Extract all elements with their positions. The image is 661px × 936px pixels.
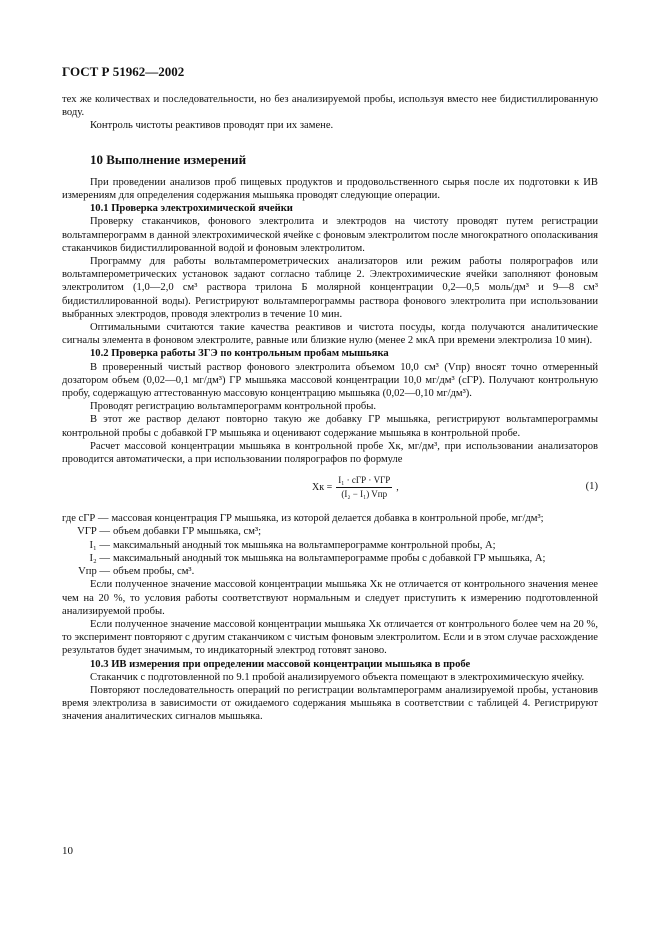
definition-text: массовая концентрация ГР мышьяка, из которой делается добавка в контрольной пробе, мг/дм³; <box>111 513 544 525</box>
formula-1 <box>62 472 598 506</box>
paragraph: Если полученное значение массовой концентрации мышьяка Xк не отличается от контрольного значения менее чем на 20 %, то условия работы соответствуют нормальным и следует приступить к измерению подготовленной анализируемой пробы. <box>62 579 598 617</box>
standard-header: ГОСТ Р 51962—2002 <box>62 64 185 79</box>
paragraph: Проводят регистрацию вольтамперограмм контрольной пробы. <box>90 401 377 413</box>
definition-item <box>62 565 598 578</box>
page-number: 10 <box>62 845 73 857</box>
paragraph: Расчет массовой концентрации мышьяка в контрольной пробе Xк, мг/дм³, при использовании анализаторов проводится автоматически, а при использовании полярографов по формуле <box>62 440 598 466</box>
paragraph: тех же количествах и последовательности, но без анализируемой пробы, используя вместо нее бидистиллированную воду. <box>62 94 598 119</box>
definition-symbol: I₁ — <box>89 539 110 551</box>
paragraph: Если полученное значение массовой концентрации мышьяка Xк отличается от контрольного более чем на 20 %, то эксперимент повторяют с другим стаканчиком с чистым фоновым электролитом. Если и в этом случае расхождение результатов будет значимым, то индикаторный электрод готовят заново. <box>62 618 598 657</box>
section-heading-10: 10 Выполнение измерений <box>90 151 247 167</box>
paragraph: В проверенный чистый раствор фонового электролита объемом 10,0 см³ (Vпр) вносят точно отмеренный дозатором объем (0,02—0,1 мг/дм³) ГР мышьяка массовой концентрации 10,0 мг/дм³ (cГР). Получают контрольную пробу, содержащую аттестованную массовую концентрацию мышьяка (0,02—0,10 мг/дм³). <box>62 361 598 400</box>
definition-symbol: VГР — <box>77 526 110 538</box>
formula-lhs: Xк = <box>312 482 333 494</box>
formula-fraction <box>336 474 392 501</box>
definition-text: максимальный анодный ток мышьяка на вольтамперограмме контрольной пробы, А; <box>113 539 496 551</box>
paragraph: Оптимальными считаются такие качества реактивов и чистота посуды, когда получаются аналитические сигналы элемента в фоновом электролите, равные или близкие нулю (менее 2 мкА при времени электролиза 10 мин). <box>62 322 598 347</box>
paragraph: При проведении анализов проб пищевых продуктов и продовольственного сырья после их подготовки к ИВ измерениям для определения содержания мышьяка проводят следующие операции. <box>62 176 598 202</box>
subsection-heading-10-3: 10.3 ИВ измерения при определении массовой концентрации мышьяка в пробе <box>90 658 471 670</box>
definition-item <box>62 512 598 525</box>
definition-symbol: где cГР — <box>62 513 109 525</box>
definition-text: максимальный анодный ток мышьяка на вольтамперограмме пробы с добавкой ГР мышьяка, А; <box>113 552 546 564</box>
page-body <box>62 93 598 724</box>
subsection-heading-10-1: 10.1 Проверка электрохимической ячейки <box>90 203 293 215</box>
definition-symbol: Vпр — <box>78 566 110 578</box>
paragraph: Программу для работы вольтамперометрических анализаторов или режим работы полярографов или вольтамперометрических установок задают согласно таблице 2. Электрохимические ячейки заполняют фоновым электролитом (1,0—2,0 см³ раствора трилона Б молярной концентрации 0,2—0,5 моль/дм³ и 9—8 см³ бидистиллированной воды). Регистрируют вольтамперограммы раствора фонового электролита при использовании выбранных электродов, проводя электролиз в течение 10 мин. <box>62 256 598 320</box>
paragraph: Проверку стаканчиков, фонового электролита и электродов на чистоту проводят путем регистрации вольтамперограмм в данной электрохимической ячейке с фоновым электролитом после многократного ополаскивания стаканчиков бидистиллированной водой и фоновым электролитом. <box>62 216 598 254</box>
paragraph: В этот же раствор делают повторно такую же добавку ГР мышьяка, регистрируют вольтамперограммы контрольной пробы с добавкой ГР мышьяка и оценивают содержание мышьяка в контрольной пробе. <box>62 414 598 439</box>
definition-text: объем добавки ГР мышьяка, см³; <box>113 526 262 538</box>
subsection-heading-10-2: 10.2 Проверка работы ЗГЭ по контрольным пробам мышьяка <box>90 348 389 360</box>
paragraph: Контроль чистоты реактивов проводят при их замене. <box>90 120 334 132</box>
definition-symbol: I₂ — <box>89 552 110 564</box>
paragraph: Стаканчик с подготовленной по 9.1 пробой анализируемого объекта помещают в электрохимическую ячейку. <box>90 671 585 683</box>
paragraph: Повторяют последовательность операций по регистрации вольтамперограмм анализируемой пробы, установив время электролиза в зависимости от ожидаемого содержания мышьяка в соответствии с таблицей 4. Регистрируют значения аналитических сигналов мышьяка. <box>62 684 598 723</box>
definitions-list <box>62 512 598 578</box>
formula-denominator: (I₂ − I₁) Vпр <box>341 489 388 500</box>
definition-item <box>62 525 598 538</box>
formula-tail: , <box>396 482 399 494</box>
formula-numerator: I₁ · cГР · VГР <box>336 474 392 488</box>
definition-item <box>62 552 598 565</box>
definition-item <box>62 539 598 552</box>
definition-text: объем пробы, см³. <box>113 566 195 578</box>
formula-number: (1) <box>585 481 598 493</box>
